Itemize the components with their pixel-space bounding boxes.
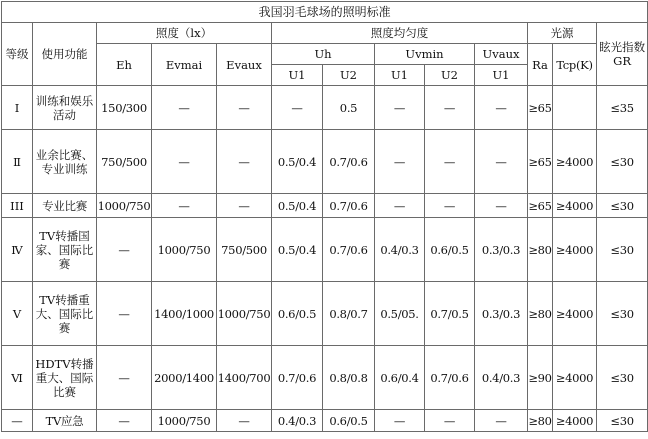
cell-uvmin-u1: — — [375, 410, 425, 432]
cell-gr: ≤30 — [597, 218, 648, 282]
cell-uh-u2: 0.6/0.5 — [323, 410, 375, 432]
header-uvmin-u1: U1 — [375, 65, 425, 86]
table-row — [2, 218, 648, 282]
cell-uh-u1: 0.5/0.4 — [272, 130, 323, 194]
cell-grade: Ⅵ — [2, 346, 33, 410]
cell-uvaux-u1: — — [475, 86, 528, 130]
table-row — [2, 130, 648, 194]
cell-tcp: ≥4000 — [553, 346, 597, 410]
lighting-standard-table — [1, 1, 648, 432]
header-glare: 眩光指数GR — [597, 23, 648, 86]
cell-evaux: — — [217, 86, 272, 130]
cell-uvaux-u1: 0.4/0.3 — [475, 346, 528, 410]
header-uniformity: 照度均匀度 — [272, 23, 528, 44]
header-uvaux-u1: U1 — [475, 65, 528, 86]
cell-ra: ≥80 — [528, 282, 553, 346]
cell-uh-u1: 0.5/0.4 — [272, 218, 323, 282]
cell-grade: Ⅳ — [2, 218, 33, 282]
cell-gr: ≤30 — [597, 130, 648, 194]
header-grade: 等级 — [2, 23, 33, 86]
cell-uvmin-u1: 0.4/0.3 — [375, 218, 425, 282]
cell-tcp: ≥4000 — [553, 194, 597, 218]
cell-eh: — — [97, 282, 152, 346]
table-row — [2, 86, 648, 130]
cell-function: TV转播国家、国际比赛 — [33, 218, 97, 282]
header-uh: Uh — [272, 44, 375, 65]
cell-uvaux-u1: — — [475, 410, 528, 432]
cell-uvaux-u1: 0.3/0.3 — [475, 282, 528, 346]
header-eh: Eh — [97, 44, 152, 86]
cell-uh-u1: 0.4/0.3 — [272, 410, 323, 432]
cell-tcp: ≥4000 — [553, 282, 597, 346]
cell-uh-u2: 0.7/0.6 — [323, 194, 375, 218]
cell-uvmin-u1: — — [375, 130, 425, 194]
table-row — [2, 410, 648, 432]
cell-grade: Ⅰ — [2, 86, 33, 130]
cell-function: 专业比赛 — [33, 194, 97, 218]
cell-evaux: — — [217, 130, 272, 194]
cell-eh: — — [97, 410, 152, 432]
cell-uh-u2: 0.7/0.6 — [323, 130, 375, 194]
cell-grade: III — [2, 194, 33, 218]
cell-evmai: 1000/750 — [152, 410, 217, 432]
cell-uvaux-u1: 0.3/0.3 — [475, 218, 528, 282]
cell-evmai: 1400/1000 — [152, 282, 217, 346]
header-illuminance: 照度（lx） — [97, 23, 272, 44]
cell-evmai: — — [152, 130, 217, 194]
header-function: 使用功能 — [33, 23, 97, 86]
cell-eh: 1000/750 — [97, 194, 152, 218]
header-uh-u2: U2 — [323, 65, 375, 86]
cell-uvmin-u2: 0.7/0.5 — [425, 282, 475, 346]
cell-uvaux-u1: — — [475, 194, 528, 218]
cell-function: HDTV转播重大、国际比赛 — [33, 346, 97, 410]
cell-evmai: — — [152, 86, 217, 130]
cell-uvmin-u2: — — [425, 130, 475, 194]
cell-uvmin-u1: 0.6/0.4 — [375, 346, 425, 410]
cell-uvmin-u2: — — [425, 410, 475, 432]
cell-uvmin-u2: 0.7/0.6 — [425, 346, 475, 410]
cell-uh-u2: 0.8/0.8 — [323, 346, 375, 410]
table-row — [2, 194, 648, 218]
cell-function: TV转播重大、国际比赛 — [33, 282, 97, 346]
cell-uvmin-u2: — — [425, 194, 475, 218]
table-title: 我国羽毛球场的照明标准 — [2, 2, 648, 23]
cell-uh-u1: 0.7/0.6 — [272, 346, 323, 410]
cell-eh: — — [97, 218, 152, 282]
header-evaux: Evaux — [217, 44, 272, 86]
header-uvaux: Uvaux — [475, 44, 528, 65]
cell-grade: — — [2, 410, 33, 432]
cell-gr: ≤30 — [597, 194, 648, 218]
cell-evmai: — — [152, 194, 217, 218]
cell-ra: ≥80 — [528, 410, 553, 432]
cell-evaux: 1000/750 — [217, 282, 272, 346]
cell-eh: — — [97, 346, 152, 410]
cell-uvmin-u2: 0.6/0.5 — [425, 218, 475, 282]
cell-evaux: — — [217, 410, 272, 432]
cell-uvmin-u1: — — [375, 86, 425, 130]
cell-function: TV应急 — [33, 410, 97, 432]
cell-grade: Ⅴ — [2, 282, 33, 346]
cell-gr: ≤30 — [597, 410, 648, 432]
header-evmai: Evmai — [152, 44, 217, 86]
cell-uh-u2: 0.7/0.6 — [323, 218, 375, 282]
cell-uvaux-u1: — — [475, 130, 528, 194]
cell-gr: ≤30 — [597, 282, 648, 346]
cell-eh: 150/300 — [97, 86, 152, 130]
cell-uvmin-u2: — — [425, 86, 475, 130]
header-light-source: 光源 — [528, 23, 597, 44]
cell-ra: ≥65 — [528, 130, 553, 194]
cell-tcp: ≥4000 — [553, 130, 597, 194]
cell-evaux: — — [217, 194, 272, 218]
cell-eh: 750/500 — [97, 130, 152, 194]
cell-evaux: 750/500 — [217, 218, 272, 282]
cell-uh-u2: 0.8/0.7 — [323, 282, 375, 346]
cell-uvmin-u1: — — [375, 194, 425, 218]
cell-evaux: 1400/700 — [217, 346, 272, 410]
table-row — [2, 282, 648, 346]
cell-uh-u1: — — [272, 86, 323, 130]
cell-tcp: ≥4000 — [553, 410, 597, 432]
cell-evmai: 2000/1400 — [152, 346, 217, 410]
header-uvmin: Uvmin — [375, 44, 475, 65]
cell-uvmin-u1: 0.5/05. — [375, 282, 425, 346]
cell-ra: ≥90 — [528, 346, 553, 410]
cell-function: 训练和娱乐活动 — [33, 86, 97, 130]
cell-uh-u1: 0.6/0.5 — [272, 282, 323, 346]
cell-function: 业余比赛、专业训练 — [33, 130, 97, 194]
cell-evmai: 1000/750 — [152, 218, 217, 282]
header-uvmin-u2: U2 — [425, 65, 475, 86]
cell-uh-u2: 0.5 — [323, 86, 375, 130]
cell-gr: ≤30 — [597, 346, 648, 410]
cell-tcp: ≥4000 — [553, 218, 597, 282]
cell-tcp — [553, 86, 597, 130]
cell-ra: ≥65 — [528, 194, 553, 218]
header-uh-u1: U1 — [272, 65, 323, 86]
table-row — [2, 346, 648, 410]
cell-ra: ≥80 — [528, 218, 553, 282]
header-ra: Ra — [528, 44, 553, 86]
header-tcp: Tcp(K) — [553, 44, 597, 86]
cell-ra: ≥65 — [528, 86, 553, 130]
cell-uh-u1: 0.5/0.4 — [272, 194, 323, 218]
cell-gr: ≤35 — [597, 86, 648, 130]
cell-grade: Ⅱ — [2, 130, 33, 194]
